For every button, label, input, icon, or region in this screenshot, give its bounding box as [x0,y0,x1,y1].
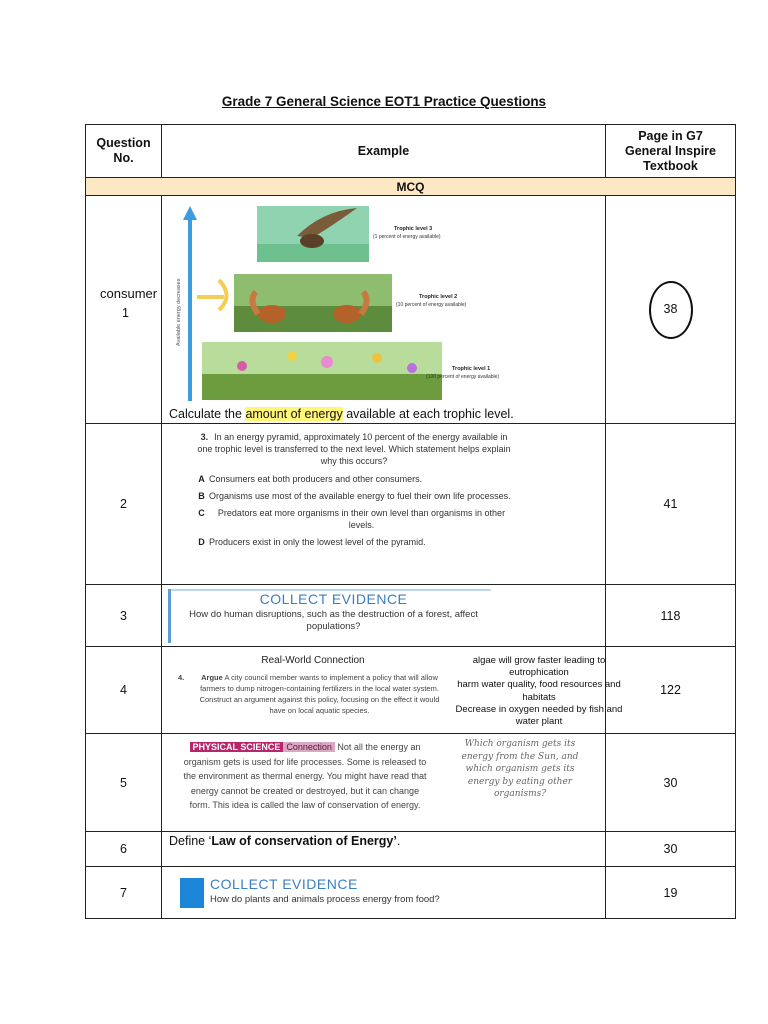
circled-page-number: 38 [649,281,693,339]
term: Law of conservation of Energy’ [211,834,397,848]
physical-science-tag: PHYSICAL SCIENCE [190,742,284,752]
header-row [86,125,736,178]
section-row [86,178,736,196]
example-cell [162,867,606,919]
example-cell [162,832,606,867]
example-cell [162,196,606,424]
highlighted-text: amount of energy [245,407,343,421]
axis-label: Available energy decreases [176,278,182,346]
item-text: A city council member wants to implement a policy that will allow farmers to dump nitrogen-containing fertilizers in the local water system. Construct an argument against this policy, focusing on the effect it would have on local aquatic species. [199,673,440,715]
question-number: 1 [122,306,129,320]
example-cell [162,734,606,832]
page-cell [606,196,736,424]
pyramid-illustration [162,196,606,424]
question-row-2 [86,424,736,585]
level3-title: Trophic level 3 [394,226,433,232]
collect-evidence-title: COLLECT EVIDENCE [210,876,358,892]
option-text: Producers exist in only the lowest level of the pyramid. [209,537,426,547]
question-row-4 [86,647,736,734]
option-text: Consumers eat both producers and other consumers. [209,474,423,484]
document-title: Grade 7 General Science EOT1 Practice Questions [221,94,547,109]
question-text [169,407,514,421]
collect-evidence-box [168,589,488,643]
handwritten-note: consumer [100,286,158,301]
stem-number: 3. [200,432,209,442]
option-text: Predators eat more organisms in their own level than organisms in other levels. [217,508,506,530]
question-number: 2 [86,424,162,585]
option-letter: D [198,537,205,547]
question-row-1 [86,196,736,424]
header-question: Question No. [86,125,162,178]
example-cell [162,424,606,585]
option-text: Organisms use most of the available energy to fuel their own life processes. [209,491,511,501]
example-cell [162,585,606,647]
question-number: 5 [86,734,162,832]
question-number: 6 [86,832,162,867]
question-row-5 [86,734,736,832]
collect-evidence-title: COLLECT EVIDENCE [259,591,408,607]
connection-tag: Connection [283,742,335,752]
page-number: 41 [606,424,736,585]
page-number: 30 [606,734,736,832]
example-cell [162,647,623,734]
question-row-3 [86,585,736,647]
evidence-icon [180,878,204,908]
questions-table [85,124,736,919]
real-world-item [178,672,448,716]
divider [171,589,491,591]
mcq-block [194,431,514,553]
page-number: 19 [606,867,736,919]
page-number: 118 [606,585,736,647]
option-letter: B [198,491,205,501]
option-a [194,473,514,485]
energy-pyramid-figure [162,196,606,424]
side-question: Which organism gets its energy from the Sun, and which organism gets its energy by eating other organisms? [461,739,579,799]
level1-sub: (100 percent of energy available) [426,374,500,380]
text-part: available at each trophic level. [342,407,514,421]
collect-evidence-text: How do human disruptions, such as the destruction of a forest, affect populations? [189,609,478,632]
section-label: MCQ [86,178,736,196]
question-row-6 [86,832,736,867]
text-part: Calculate the [169,407,246,421]
header-page: Page in G7 General Inspire Textbook [606,125,736,178]
page-number: 122 [606,647,736,734]
mcq-stem [194,431,514,467]
level1-title: Trophic level 1 [452,366,491,372]
text-part: . [396,834,401,848]
question-number: 4 [86,647,162,734]
option-d [194,536,514,548]
item-number: 4. [178,673,185,682]
real-world-heading: Real-World Connection [261,655,365,666]
question-number-cell [86,196,162,424]
header-example: Example [162,125,606,178]
question-number: 7 [86,867,162,919]
physical-science-box [180,740,430,813]
level2-title: Trophic level 2 [419,294,458,300]
question-row-7 [86,867,736,919]
collect-evidence-text: How do plants and animals process energy from food? [210,894,440,905]
define-question [169,834,400,848]
option-c [194,507,514,531]
stem-text: In an energy pyramid, approximately 10 percent of the energy available in one trophic level is transferred to the next level. Which statement helps explain why this occurs? [197,432,511,466]
level3-sub: (1 percent of energy available) [373,234,441,240]
text-part: Define ‘ [169,834,212,848]
handwritten-answer: algae will grow faster leading to eutrophication harm water quality, food resources and habitats Decrease in oxygen needed by fish and water plant [455,655,623,728]
option-b [194,490,514,502]
option-letter: A [198,474,205,484]
physical-science-text: Not all the energy an organism gets is used for life processes. Some is released to the environment as thermal energy. You might have read that energy cannot be created or destroyed, but it can change form. This idea is called the law of conservation of energy. [183,742,427,810]
page-number: 30 [606,832,736,867]
item-keyword: Argue [201,673,223,682]
question-number: 3 [86,585,162,647]
option-letter: C [198,508,205,518]
real-world-box [178,655,448,716]
level2-sub: (10 percent of energy available) [396,302,467,308]
